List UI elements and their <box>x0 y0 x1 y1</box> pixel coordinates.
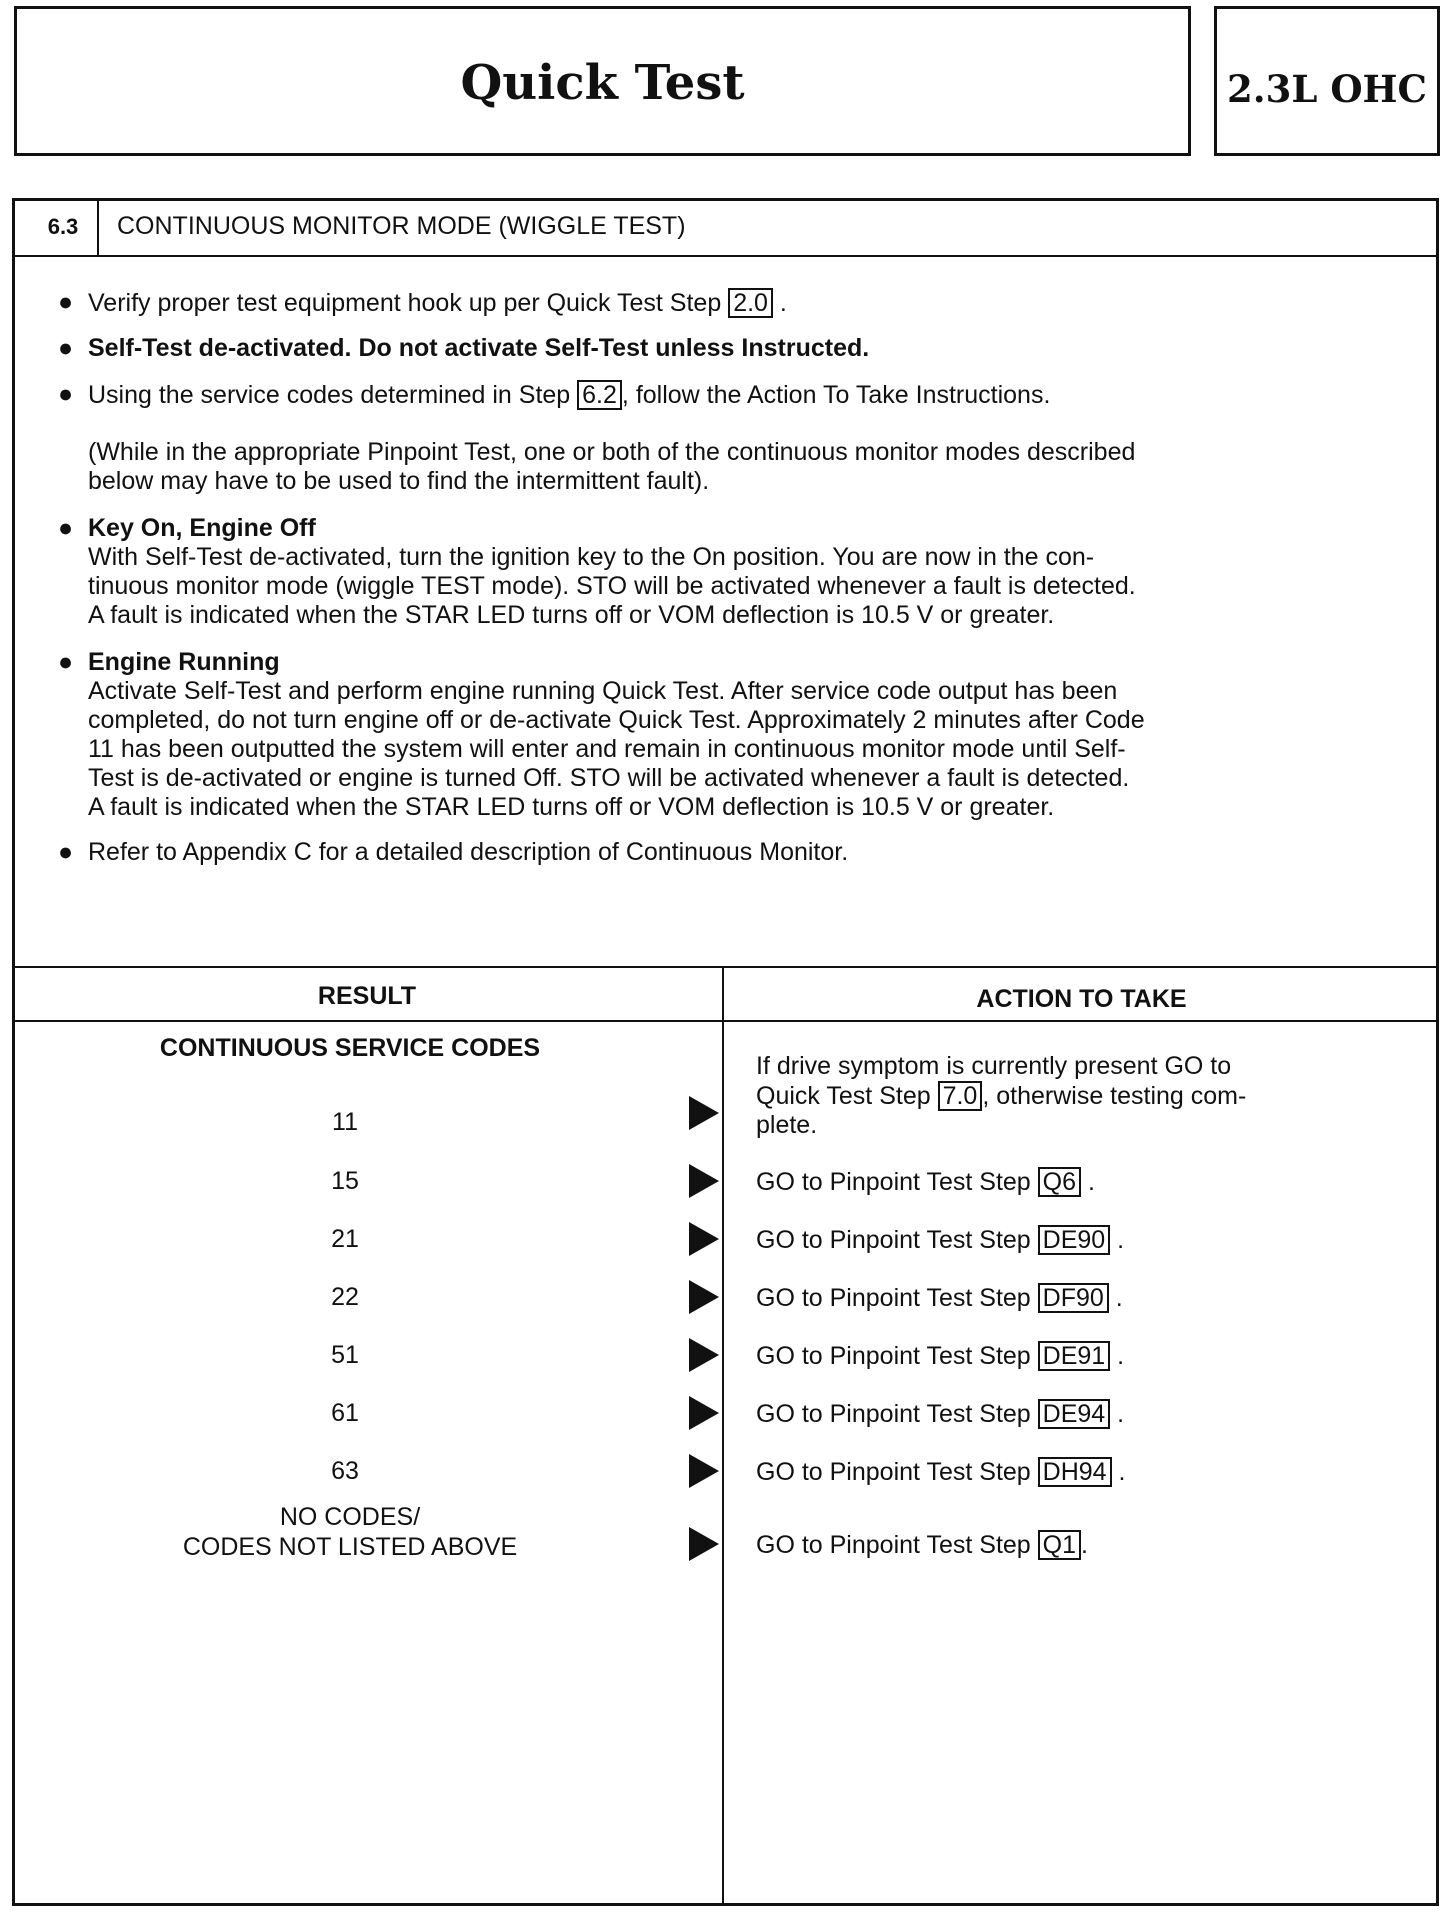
step-ref[interactable]: 6.2 <box>577 380 622 410</box>
service-code: 61 <box>331 1399 359 1427</box>
punct: . <box>779 289 787 317</box>
bullet-icon: ● <box>58 838 74 866</box>
service-code: 22 <box>331 1283 359 1311</box>
action-text <box>756 1341 1124 1371</box>
step-ref[interactable]: DE94 <box>1038 1399 1111 1429</box>
action-text <box>756 1225 1124 1255</box>
no-codes-label <box>110 1502 590 1562</box>
codes-header: CONTINUOUS SERVICE CODES <box>159 1034 541 1062</box>
table-column-divider <box>722 966 724 1906</box>
no-codes-line: CODES NOT LISTED ABOVE <box>182 1533 518 1561</box>
bullet-icon: ● <box>58 288 74 316</box>
engine-running-line: Test is de-activated or engine is turned Off. STO will be activated whenever a fault is detected. <box>88 764 1130 792</box>
arrow-icon <box>689 1164 719 1198</box>
action-text <box>756 1052 1246 1140</box>
no-codes-line: NO CODES/ <box>279 1503 421 1531</box>
engine-running-line: completed, do not turn engine off or de-activate Quick Test. Approximately 2 minutes after Code <box>88 706 1145 734</box>
bullet-text: Verify proper test equipment hook up per Quick Test Step <box>88 289 722 317</box>
engine-label: 2.3L OHC <box>1227 67 1427 111</box>
bullet-text: Refer to Appendix C for a detailed description of Continuous Monitor. <box>88 838 849 866</box>
arrow-icon <box>689 1222 719 1256</box>
note-line-1: (While in the appropriate Pinpoint Test, one or both of the continuous monitor modes described <box>88 438 1136 466</box>
punct: . <box>1117 1400 1125 1428</box>
koeo-line: A fault is indicated when the STAR LED turns off or VOM deflection is 10.5 V or greater. <box>88 601 1055 629</box>
action-text <box>756 1399 1124 1429</box>
service-code: 51 <box>331 1341 359 1369</box>
arrow-icon <box>689 1527 719 1561</box>
arrow-icon <box>689 1280 719 1314</box>
bullet-icon: ● <box>58 514 74 542</box>
punct: . <box>1118 1458 1126 1486</box>
table-header-divider <box>12 1020 1439 1022</box>
step-header-divider <box>12 255 1439 257</box>
table-top-divider <box>12 966 1439 968</box>
koeo-title: Key On, Engine Off <box>88 514 316 542</box>
action-line: Quick Test Step <box>756 1082 931 1110</box>
bullet-text: Using the service codes determined in Step <box>88 381 571 409</box>
punct: . <box>1117 1342 1125 1370</box>
punct: . <box>1081 1531 1088 1559</box>
step-title: CONTINUOUS MONITOR MODE (WIGGLE TEST) <box>117 212 686 240</box>
step-ref[interactable]: Q1 <box>1038 1530 1081 1560</box>
arrow-icon <box>689 1096 719 1130</box>
koeo-line: With Self-Test de-activated, turn the ignition key to the On position. You are now in the con- <box>88 543 1095 571</box>
service-code: 11 <box>332 1108 358 1136</box>
punct: . <box>1117 1226 1125 1254</box>
action-header: ACTION TO TAKE <box>976 985 1187 1013</box>
arrow-icon <box>689 1338 719 1372</box>
service-code: 21 <box>331 1225 359 1253</box>
step-ref[interactable]: DH94 <box>1038 1457 1112 1487</box>
action-line: GO to Pinpoint Test Step <box>756 1531 1031 1559</box>
action-line: GO to Pinpoint Test Step <box>756 1168 1031 1196</box>
bullet-text: , follow the Action To Take Instructions. <box>621 381 1051 409</box>
action-text <box>756 1167 1095 1197</box>
page-title: Quick Test <box>460 55 745 111</box>
action-line: , otherwise testing com- <box>982 1082 1247 1110</box>
punct: . <box>1115 1284 1123 1312</box>
action-line: plete. <box>756 1111 818 1139</box>
punct: . <box>1087 1168 1095 1196</box>
bullet-text: Self-Test de-activated. Do not activate Self-Test unless Instructed. <box>88 334 870 362</box>
note-line-2: below may have to be used to find the intermittent fault). <box>88 467 710 495</box>
bullet-icon: ● <box>58 380 74 408</box>
service-code: 63 <box>331 1457 359 1485</box>
step-ref[interactable]: 7.0 <box>938 1081 983 1111</box>
engine-running-line: 11 has been outputted the system will enter and remain in continuous monitor mode until Self- <box>88 735 1126 763</box>
koeo-line: tinuous monitor mode (wiggle TEST mode). STO will be activated whenever a fault is detected. <box>88 572 1136 600</box>
action-text <box>756 1530 1088 1560</box>
action-line: GO to Pinpoint Test Step <box>756 1458 1031 1486</box>
engine-box <box>1214 6 1440 156</box>
arrow-icon <box>689 1454 719 1488</box>
action-text <box>756 1283 1123 1313</box>
arrow-icon <box>689 1396 719 1430</box>
action-line: If drive symptom is currently present GO to <box>756 1052 1232 1080</box>
step-number: 6.3 <box>47 214 79 239</box>
action-text <box>756 1457 1125 1487</box>
service-code: 15 <box>331 1167 359 1195</box>
bullet-icon: ● <box>58 334 74 362</box>
action-line: GO to Pinpoint Test Step <box>756 1226 1031 1254</box>
bullet-icon: ● <box>58 648 74 676</box>
step-ref[interactable]: DE91 <box>1038 1341 1111 1371</box>
step-ref[interactable]: 2.0 <box>728 288 773 318</box>
action-line: GO to Pinpoint Test Step <box>756 1342 1031 1370</box>
step-ref[interactable]: DF90 <box>1038 1283 1109 1313</box>
engine-running-line: Activate Self-Test and perform engine running Quick Test. After service code output has been <box>88 677 1118 705</box>
action-line: GO to Pinpoint Test Step <box>756 1284 1031 1312</box>
engine-running-title: Engine Running <box>88 648 280 676</box>
result-header: RESULT <box>317 982 417 1010</box>
action-line: GO to Pinpoint Test Step <box>756 1400 1031 1428</box>
engine-running-line: A fault is indicated when the STAR LED turns off or VOM deflection is 10.5 V or greater. <box>88 793 1055 821</box>
title-box <box>14 6 1191 156</box>
step-ref[interactable]: DE90 <box>1038 1225 1111 1255</box>
step-ref[interactable]: Q6 <box>1038 1167 1081 1197</box>
